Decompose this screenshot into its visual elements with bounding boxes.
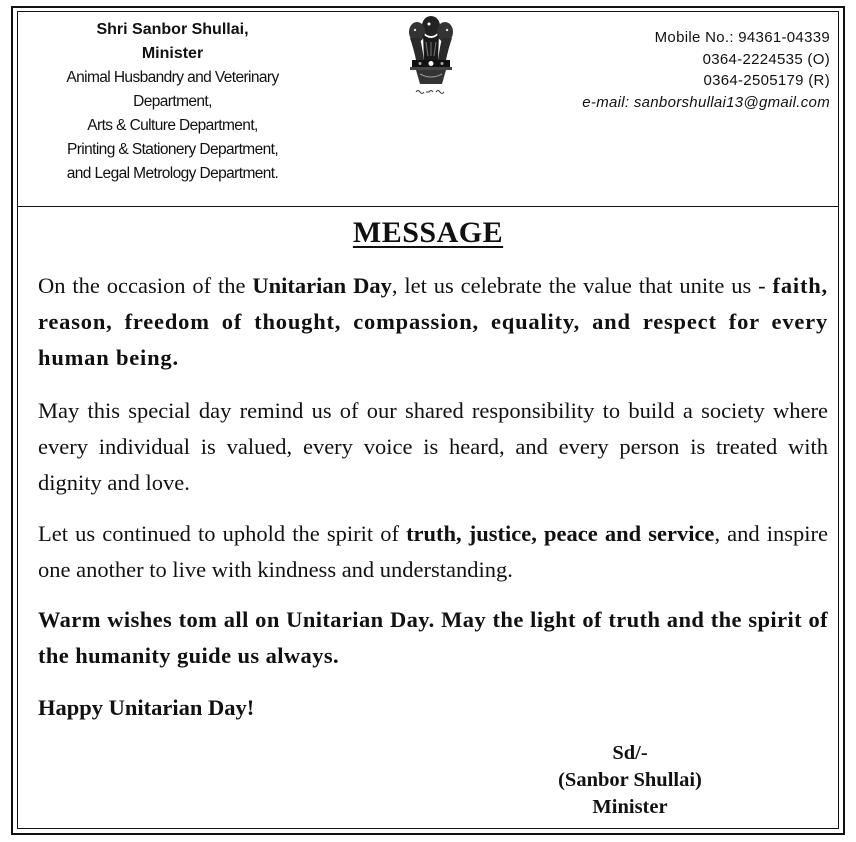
department-line: Department,	[133, 93, 212, 110]
p3-bold-values: truth, justice, peace and service	[406, 521, 715, 546]
signature-name: (Sanbor Shullai)	[558, 769, 702, 791]
email-address: e-mail: sanborshullai13@gmail.com	[582, 93, 830, 111]
signature-sd: Sd/-	[612, 742, 648, 764]
department-line: Animal Husbandry and Veterinary	[66, 69, 279, 86]
contact-details	[500, 27, 830, 113]
p3-text: , and inspire one another to live with kindness and understanding.	[38, 521, 829, 582]
signature-block	[520, 740, 740, 821]
p3-text: Let us continued to uphold the spirit of	[38, 521, 407, 546]
message-heading: MESSAGE	[352, 216, 504, 249]
paragraph-1	[38, 268, 828, 376]
header-divider	[17, 206, 839, 207]
department-line: Arts & Culture Department,	[87, 117, 258, 134]
closing-greeting: Happy Unitarian Day!	[38, 695, 255, 720]
paragraph-4: Warm wishes tom all on Unitarian Day. May the light of truth and the spirit of the humanity guide us always.	[38, 607, 828, 668]
p1-text: , let us celebrate the value that unite us -	[391, 273, 773, 298]
minister-name: Shri Sanbor Shullai,	[96, 21, 249, 38]
mobile-number: Mobile No.: 94361-04339	[654, 29, 830, 46]
residence-phone: 0364-2505179 (R)	[703, 72, 830, 89]
p1-bold-occasion: Unitarian Day	[252, 273, 392, 298]
department-line: Printing & Stationery Department,	[66, 141, 279, 158]
paragraph-2: May this special day remind us of our shared responsibility to build a society where every individual is valued, every voice is heard, and every person is treated with dignity and love.	[38, 398, 828, 495]
p1-text: On the occasion of the	[38, 273, 253, 298]
office-phone: 0364-2224535 (O)	[702, 50, 830, 68]
state-emblem-icon	[402, 12, 460, 98]
signature-title: Minister	[592, 796, 668, 818]
paragraph-3	[38, 516, 828, 588]
minister-title: Minister	[141, 45, 204, 62]
p1-bold-values: faith, reason, freedom of thought, compassion, equality, and respect for every human being.	[38, 273, 828, 370]
minister-details	[40, 18, 305, 186]
department-line: and Legal Metrology Department.	[66, 165, 279, 182]
